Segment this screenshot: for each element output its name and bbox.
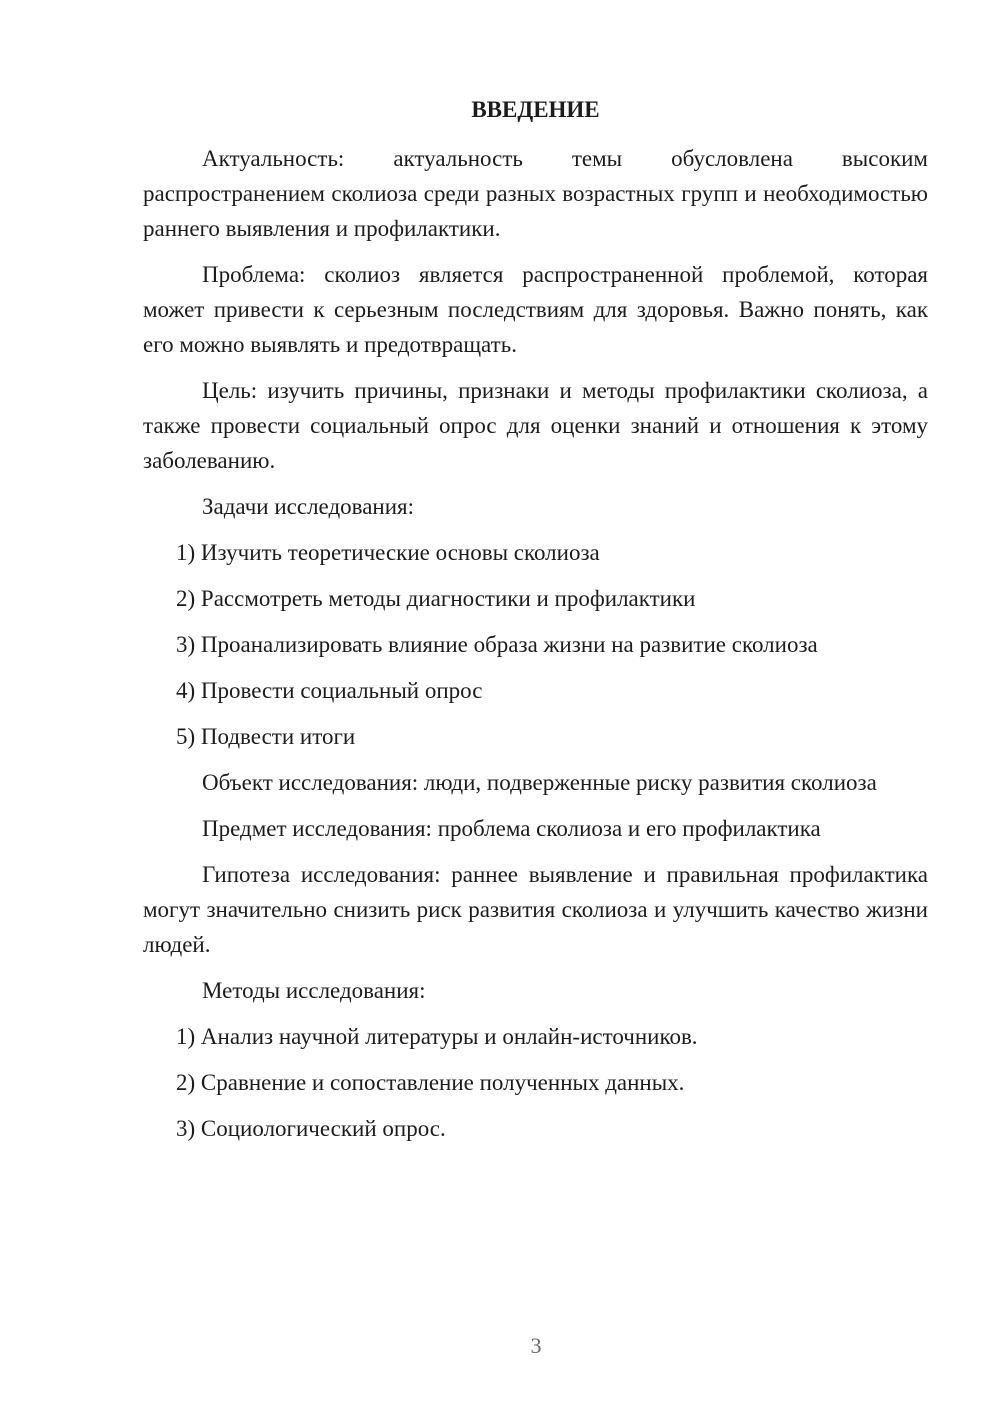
problem-paragraph: Проблема: сколиоз является распространенной проблемой, которая может привести к серьезным последствиям для здоровья. Важно понять, как его можно выявлять и предотвращать. [143,262,928,357]
method-item: 1) Анализ научной литературы и онлайн-источников. [176,1024,698,1049]
tasks-heading: Задачи исследования: [202,494,415,519]
object-paragraph: Объект исследования: люди, подверженные риску развития сколиоза [202,770,877,795]
task-item: 3) Проанализировать влияние образа жизни на развитие сколиоза [176,632,818,657]
document-page [143,92,928,1157]
relevance-paragraph: Актуальность: актуальность темы обусловлена высоким распространением сколиоза среди разных возрастных групп и необходимостью раннего выявления и профилактики. [143,146,928,241]
section-heading: ВВЕДЕНИЕ [471,97,600,122]
task-item: 4) Провести социальный опрос [176,678,483,703]
task-item: 5) Подвести итоги [176,724,356,749]
methods-heading: Методы исследования: [202,978,426,1003]
goal-paragraph: Цель: изучить причины, признаки и методы профилактики сколиоза, а также провести социальный опрос для оценки знаний и отношения к этому заболеванию. [143,378,928,473]
method-item: 3) Социологический опрос. [176,1116,446,1141]
hypothesis-paragraph: Гипотеза исследования: раннее выявление и правильная профилактика могут значительно снизить риск развития сколиоза и улучшить качество жизни людей. [143,862,928,957]
method-item: 2) Сравнение и сопоставление полученных данных. [176,1070,685,1095]
task-item: 1) Изучить теоретические основы сколиоза [176,540,600,565]
page-number: 3 [530,1333,542,1358]
subject-paragraph: Предмет исследования: проблема сколиоза и его профилактика [202,816,821,841]
task-item: 2) Рассмотреть методы диагностики и профилактики [176,586,696,611]
